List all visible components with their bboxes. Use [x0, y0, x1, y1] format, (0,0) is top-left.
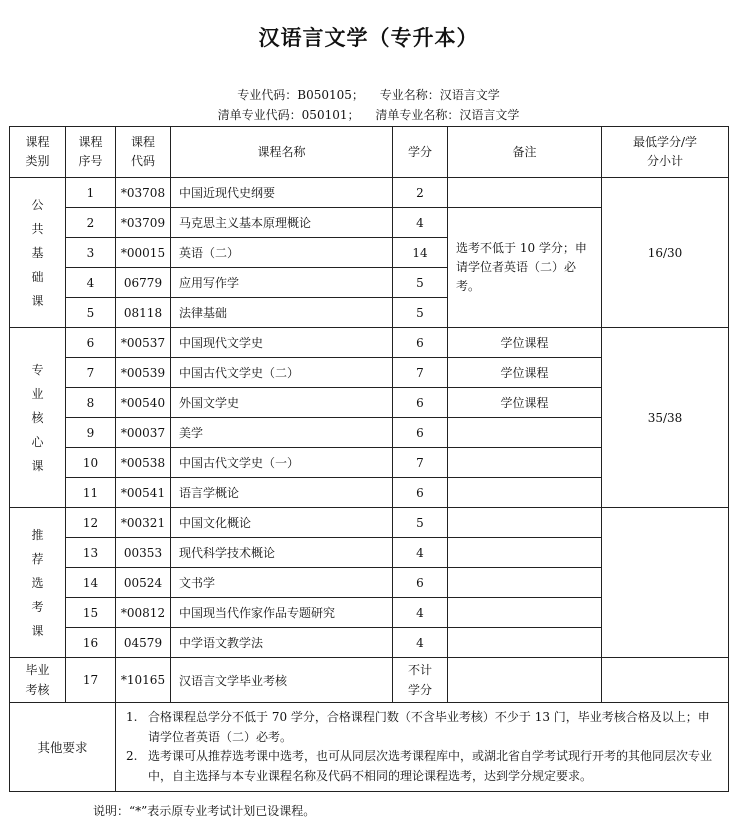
course-note: 学位课程	[448, 388, 602, 418]
course-code: *00015	[116, 238, 171, 268]
course-seq: 9	[66, 418, 116, 448]
list-major-name: 清单专业名称：汉语言文学	[375, 108, 520, 122]
course-seq: 15	[66, 598, 116, 628]
course-name: 中国现当代作家作品专题研究	[171, 598, 393, 628]
course-name: 外国文学史	[171, 388, 393, 418]
course-note: 学位课程	[448, 328, 602, 358]
recommended-min-credit	[602, 508, 729, 658]
course-note	[448, 418, 602, 448]
course-credit: 6	[393, 568, 448, 598]
course-credit: 5	[393, 508, 448, 538]
course-credit: 7	[393, 358, 448, 388]
course-name: 中学语文教学法	[171, 628, 393, 658]
course-name: 英语（二）	[171, 238, 393, 268]
course-name: 汉语言文学毕业考核	[171, 658, 393, 703]
course-credit: 5	[393, 268, 448, 298]
course-credit: 4	[393, 208, 448, 238]
course-code: *00321	[116, 508, 171, 538]
category-public: 公共基础课	[10, 178, 66, 328]
course-seq: 17	[66, 658, 116, 703]
course-seq: 7	[66, 358, 116, 388]
header-code: 课程代码	[116, 127, 171, 178]
course-name: 中国近现代史纲要	[171, 178, 393, 208]
course-note	[448, 658, 602, 703]
course-name: 中国古代文学史（一）	[171, 448, 393, 478]
course-credit: 4	[393, 598, 448, 628]
course-name: 语言学概论	[171, 478, 393, 508]
course-code: *00037	[116, 418, 171, 448]
public-note: 选考不低于 10 学分；申请学位者英语（二）必考。	[448, 208, 602, 328]
header-note: 备注	[448, 127, 602, 178]
table-row	[10, 178, 729, 208]
course-code: *00812	[116, 598, 171, 628]
major-name: 专业名称：汉语言文学	[379, 88, 500, 102]
header-seq: 课程序号	[66, 127, 116, 178]
list-code-line	[0, 106, 737, 123]
course-code: *00541	[116, 478, 171, 508]
course-code: *00539	[116, 358, 171, 388]
course-note	[448, 628, 602, 658]
course-credit: 4	[393, 628, 448, 658]
course-name: 中国文化概论	[171, 508, 393, 538]
course-credit: 6	[393, 388, 448, 418]
course-seq: 11	[66, 478, 116, 508]
major-code-line	[0, 86, 737, 103]
course-seq: 3	[66, 238, 116, 268]
course-name: 法律基础	[171, 298, 393, 328]
category-graduation: 毕业考核	[10, 658, 66, 703]
course-seq: 8	[66, 388, 116, 418]
graduation-min-credit	[602, 658, 729, 703]
course-name: 中国现代文学史	[171, 328, 393, 358]
page-title: 汉语言文学（专升本）	[258, 25, 479, 50]
course-seq: 14	[66, 568, 116, 598]
footnote: 说明：“*”表示原专业考试计划已设课程。	[93, 804, 316, 818]
category-recommended: 推荐选考课	[10, 508, 66, 658]
course-code: 00524	[116, 568, 171, 598]
course-name: 美学	[171, 418, 393, 448]
table-row	[10, 328, 729, 358]
course-credit: 6	[393, 328, 448, 358]
course-credit: 5	[393, 298, 448, 328]
course-name: 现代科学技术概论	[171, 538, 393, 568]
course-seq: 13	[66, 538, 116, 568]
course-name: 文书学	[171, 568, 393, 598]
requirement-item: 1. 合格课程总学分不低于 70 学分，合格课程门数（不含毕业考核）不少于 13 门，毕业考核合格及以上；申请学位者英语（二）必考。	[126, 710, 710, 744]
course-note	[448, 508, 602, 538]
course-name: 马克思主义基本原理概论	[171, 208, 393, 238]
course-code: *00540	[116, 388, 171, 418]
course-code: 08118	[116, 298, 171, 328]
category-core: 专业核心课	[10, 328, 66, 508]
course-seq: 12	[66, 508, 116, 538]
course-name: 中国古代文学史（二）	[171, 358, 393, 388]
other-requirements	[116, 703, 729, 792]
course-credit: 14	[393, 238, 448, 268]
course-note	[448, 448, 602, 478]
header-row	[10, 127, 729, 178]
other-requirements-label: 其他要求	[10, 703, 116, 792]
course-seq: 5	[66, 298, 116, 328]
course-seq: 10	[66, 448, 116, 478]
course-seq: 4	[66, 268, 116, 298]
course-note	[448, 598, 602, 628]
requirement-item: 2. 选考课可从推荐选考课中选考，也可从同层次选考课程库中，或湖北省自学考试现行开考的其他同层次专业中，自主选择与本专业课程名称及代码不相同的理论课程选考，达到学分规定要求。	[126, 749, 713, 783]
course-note	[448, 178, 602, 208]
course-name: 应用写作学	[171, 268, 393, 298]
course-seq: 2	[66, 208, 116, 238]
course-note: 学位课程	[448, 358, 602, 388]
course-note	[448, 478, 602, 508]
major-code: 专业代码：B050105；	[237, 88, 364, 102]
table-row	[10, 658, 729, 703]
course-code: *03708	[116, 178, 171, 208]
course-code: *03709	[116, 208, 171, 238]
course-credit: 6	[393, 418, 448, 448]
other-requirements-row	[10, 703, 729, 792]
core-min-credit: 35/38	[602, 328, 729, 508]
table-row	[10, 508, 729, 538]
course-credit: 6	[393, 478, 448, 508]
course-seq: 6	[66, 328, 116, 358]
course-seq: 1	[66, 178, 116, 208]
course-code: 06779	[116, 268, 171, 298]
course-credit: 7	[393, 448, 448, 478]
course-credit: 不计学分	[393, 658, 448, 703]
course-seq: 16	[66, 628, 116, 658]
header-min: 最低学分/学分小计	[602, 127, 729, 178]
course-code: *00537	[116, 328, 171, 358]
course-code: 04579	[116, 628, 171, 658]
course-code: *10165	[116, 658, 171, 703]
header-category: 课程类别	[10, 127, 66, 178]
header-credit: 学分	[393, 127, 448, 178]
course-table	[9, 126, 729, 792]
course-credit: 4	[393, 538, 448, 568]
course-code: 00353	[116, 538, 171, 568]
course-note	[448, 568, 602, 598]
public-min-credit: 16/30	[602, 178, 729, 328]
course-note	[448, 538, 602, 568]
course-code: *00538	[116, 448, 171, 478]
list-major-code: 清单专业代码：050101；	[217, 108, 360, 122]
header-name: 课程名称	[171, 127, 393, 178]
course-credit: 2	[393, 178, 448, 208]
